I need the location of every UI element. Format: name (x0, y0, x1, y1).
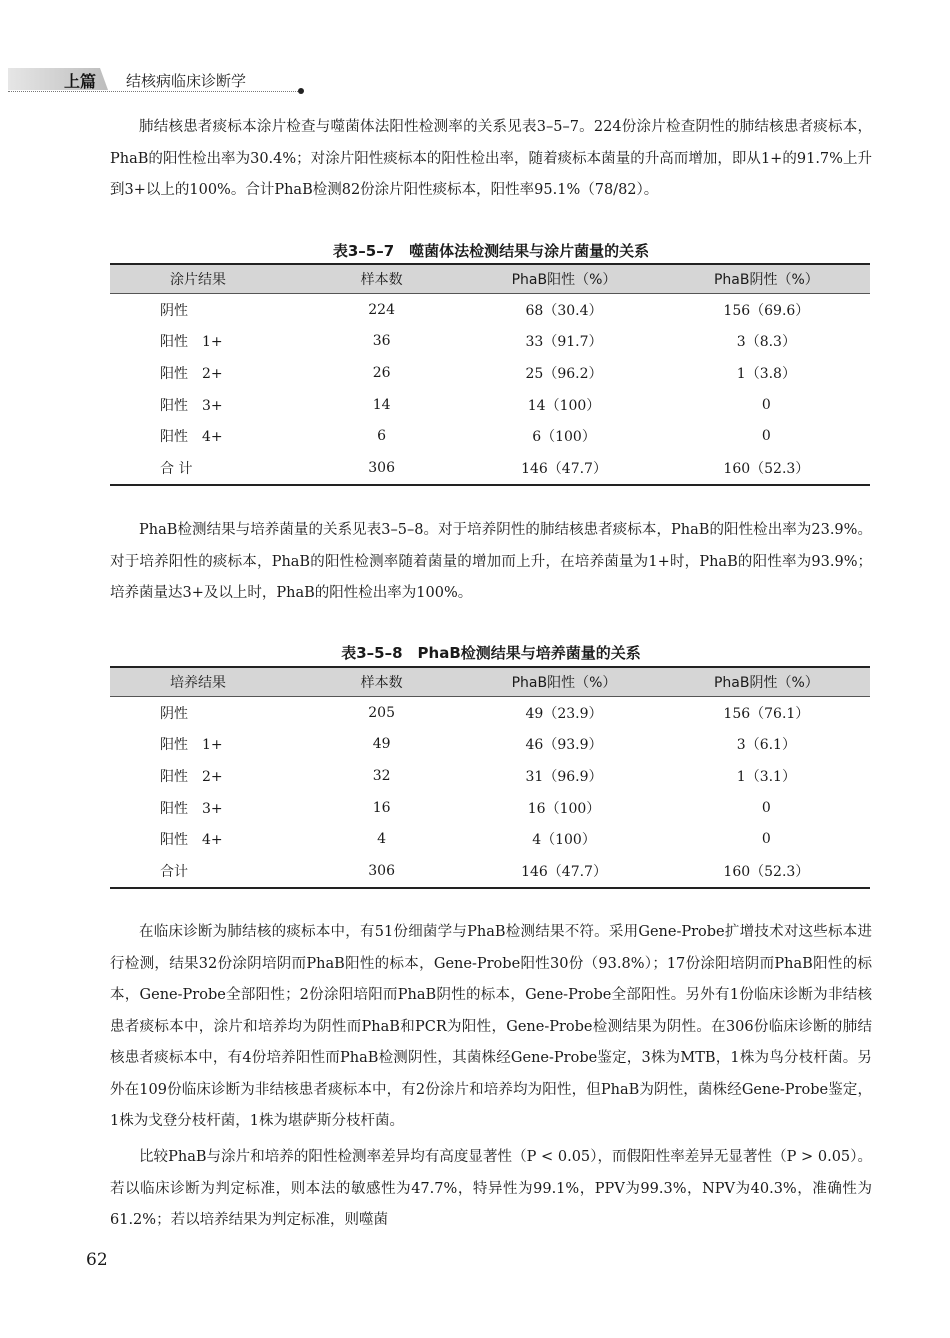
table-cell: 14（100） (527, 397, 601, 414)
table1-header-cell: 涂片结果 (110, 264, 298, 294)
table-row (110, 823, 870, 855)
table-row (110, 389, 870, 421)
table1-header-cell: PhaB阳性（%） (465, 264, 662, 294)
table-row (110, 452, 870, 485)
table-cell: 4（100） (532, 832, 596, 849)
table2-header-cell: 样本数 (298, 667, 465, 697)
table-cell: 6 (377, 428, 387, 445)
table-cell: 6（100） (532, 429, 596, 446)
table-cell: 3（6.1） (736, 737, 796, 754)
table-cell: 阳性 1+ (160, 737, 223, 754)
table-cell: 156（69.6） (723, 302, 810, 319)
page-number: 62 (86, 1250, 108, 1270)
table1-header-cell: PhaB阴性（%） (663, 264, 870, 294)
table-cell: 46（93.9） (525, 737, 603, 754)
table2-header-cell: 培养结果 (110, 667, 298, 697)
table-cell: 阳性 4+ (160, 832, 223, 849)
table-cell: 160（52.3） (663, 855, 870, 888)
table-row (110, 760, 870, 792)
table1-header-cell: 样本数 (298, 264, 465, 294)
table-cell: 1（3.1） (736, 768, 796, 785)
table-cell: 146（47.7） (465, 855, 662, 888)
table-row (110, 855, 870, 888)
table-cell: 224 (368, 301, 395, 318)
table-cell: 阳性 1+ (160, 334, 223, 351)
table-cell: 25（96.2） (525, 365, 603, 382)
table2-header-cell: PhaB阳性（%） (465, 667, 662, 697)
table1-caption: 表3–5–7 噬菌体法检测结果与涂片菌量的关系 (332, 242, 650, 260)
paragraph-3: 在临床诊断为肺结核的痰标本中，有51份细菌学与PhaB检测结果不符。采用Gene-Probe扩增技术对这些标本进行检测，结果32份涂阴培阴而PhaB阳性的标本，Gene-Probe阳性30份（93.8%）；17份涂阳培阴而PhaB阳性的标本，Gene-Probe全部阳性；2份涂阳培阳而PhaB阴性的标本，Gene-Probe全部阳性。另外有1份临床诊断为非结核患者痰标本中，涂片和培养均为阴性而PhaB和PCR为阳性，Gene-Probe检测结果为阴性。在306份临床诊断的肺结核患者痰标本中，有4份培养阳性而PhaB检测阴性，其菌株经Gene-Probe鉴定，3株为MTB，1株为鸟分枝杆菌。另外在109份临床诊断为非结核患者痰标本中，有2份涂片和培养均为阳性，但PhaB为阴性，菌株经Gene-Probe鉴定，1株为戈登分枝杆菌，1株为堪萨斯分枝杆菌。 (110, 924, 872, 1129)
table-row (110, 420, 870, 452)
table-cell: 36 (372, 333, 391, 350)
table2-header-cell: PhaB阴性（%） (663, 667, 870, 697)
table-cell: 26 (372, 364, 391, 381)
table-cell: 205 (368, 704, 395, 721)
table-row (110, 697, 870, 729)
table-cell: 阴性 (160, 302, 188, 319)
table2-caption: 表3–5–8 PhaB检测结果与培养菌量的关系 (341, 644, 641, 662)
table-cell: 14 (372, 396, 391, 413)
table-cell: 阳性 2+ (160, 768, 223, 785)
table-cell: 49（23.9） (525, 705, 603, 722)
table2-header-row (110, 667, 870, 697)
table-cell: 0 (761, 799, 771, 816)
table1 (110, 263, 870, 486)
table-cell: 31（96.9） (525, 768, 603, 785)
table-cell: 阳性 4+ (160, 429, 223, 446)
table-cell: 146（47.7） (465, 452, 662, 485)
table-cell: 160（52.3） (663, 452, 870, 485)
table-cell: 阴性 (160, 705, 188, 722)
table-row (110, 729, 870, 761)
header-dotted-rule (8, 91, 300, 92)
table-cell: 阳性 2+ (160, 365, 223, 382)
table-cell: 合 计 (110, 452, 298, 485)
table2 (110, 666, 870, 889)
paragraph-4: 比较PhaB与涂片和培养的阳性检测率差异均有高度显著性（P < 0.05），而假阳性率差异无显著性（P > 0.05）。若以临床诊断为判定标准，则本法的敏感性为47.7%，特异性为99.1%，PPV为99.3%，NPV为40.3%，准确性为61.2%；若以培养结果为判定标准，则噬菌 (110, 1149, 872, 1228)
paragraph-2: PhaB检测结果与培养菌量的关系见表3–5–8。对于培养阴性的肺结核患者痰标本，PhaB的阳性检出率为23.9%。对于培养阳性的痰标本，PhaB的阳性检测率随着菌量的增加而上升，在培养菌量为1+时，PhaB的阳性率为93.9%；培养菌量达3+及以上时，PhaB的阳性检出率为100%。 (110, 522, 872, 601)
header-part-label: 上篇 (64, 72, 97, 91)
table-cell: 16（100） (527, 800, 601, 817)
paragraph-1: 肺结核患者痰标本涂片检查与噬菌体法阳性检测率的关系见表3–5–7。224份涂片检查阴性的肺结核患者痰标本，PhaB的阳性检出率为30.4%；对涂片阳性痰标本的阳性检出率，随着痰标本菌量的升高而增加，即从1+的91.7%上升到3+以上的100%。合计PhaB检测82份涂片阳性痰标本，阳性率95.1%（78/82）。 (110, 119, 872, 198)
table-cell: 33（91.7） (525, 334, 603, 351)
table-cell: 49 (372, 736, 391, 753)
running-header (8, 64, 308, 92)
table-cell: 156（76.1） (723, 705, 810, 722)
table-cell: 0 (761, 831, 771, 848)
table-row (110, 326, 870, 358)
table-cell: 4 (377, 831, 387, 848)
table-cell: 阳性 3+ (160, 800, 223, 817)
table-cell: 16 (372, 799, 391, 816)
header-book-title: 结核病临床诊断学 (126, 72, 247, 90)
table-cell: 3（8.3） (736, 334, 796, 351)
table-cell: 0 (761, 428, 771, 445)
table-cell: 32 (372, 767, 391, 784)
table-row (110, 357, 870, 389)
table-cell: 合计 (110, 855, 298, 888)
table1-header-row (110, 264, 870, 294)
table-cell: 306 (298, 452, 465, 485)
table-cell: 0 (761, 396, 771, 413)
header-dot (298, 88, 304, 94)
table-cell: 306 (298, 855, 465, 888)
table-cell: 1（3.8） (736, 365, 796, 382)
table-row (110, 294, 870, 326)
table-cell: 阳性 3+ (160, 397, 223, 414)
table-cell: 68（30.4） (525, 302, 603, 319)
table-row (110, 792, 870, 824)
